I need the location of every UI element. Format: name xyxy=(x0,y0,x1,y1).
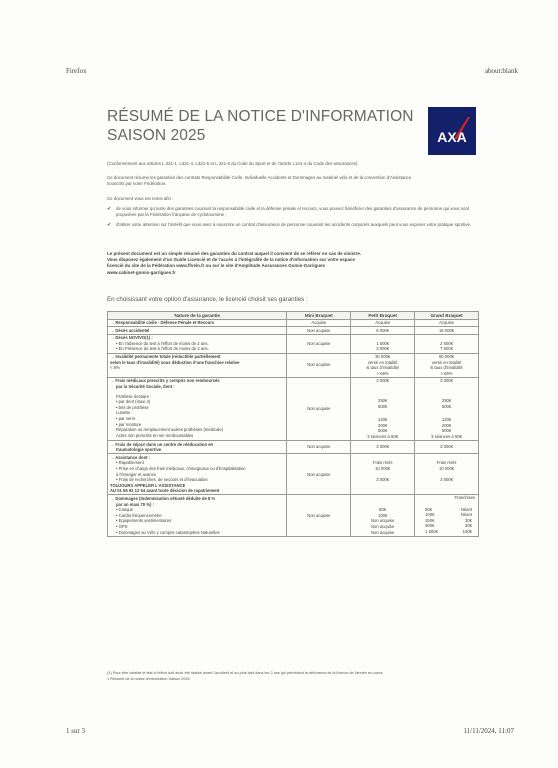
table-row-novivo: → Décès NOVIVO(1) : • En l'absence du test à l'effort de moins de 2 ans. • En Présence du test à l'effort de moins de 2 ans. Non acquise 1 500€ 3 000€ 2 500€ 7 500€ xyxy=(108,334,479,353)
notice-line: licencié du site de la Fédération www.ffvelo.fr ou sur le site d'Amplitude Assurances Gomis-Garrigues xyxy=(107,263,326,269)
footnotes xyxy=(107,671,477,682)
table-row-deces: → Décès accidentel Non acquise 5 000€ 15 000€ xyxy=(108,327,479,335)
table-row-dommages: → Dommages (Indemnisation vétusté déduite de 8 % par an maxi 70 %) : • Casque • Cardio-fréquencemètre • Equipements vestimentaires • GPS • Dommages au Vélo y compris catastrophes Naturelles Non acquise 80€ 100€ Non acquise Non acquise Non acquise Franchises 80€ Néant 100€ Néant 150€ 30€ 300€ 30€ 1 500€ 100€ xyxy=(108,495,479,536)
table-header-row xyxy=(108,312,479,320)
guarantees-table xyxy=(107,311,479,537)
intro-articles: (Conformément aux articles L 321-1, L321-4, L321-5 et L 321-6 du Code du Sport et de l'article L141-4 du Code des assurances) xyxy=(107,161,358,166)
logo-text: AXA xyxy=(437,129,467,145)
title-line-1: RÉSUMÉ DE LA NOTICE D'INFORMATION xyxy=(107,108,414,125)
intro-bullet: ✔ de vous informer qu'outre des garanties couvrant la responsabilité civile et la défense pénale et recours, vous pouvez bénéficier des garanties d'assurance de personne qui vous sont proposées par la Fédération française de cyclotourisme ; xyxy=(107,206,470,217)
table-row-invalidite: → Invalidité permanente totale (réductible partiellement selon le taux d'invalidité) sous déduction d'une franchise relative < 8% Non acquise 30 000€ versé en totalité si taux d'invalidité > 66% 60 000€ versé en totalité si taux d'invalidité > 66% xyxy=(108,353,479,377)
title-line-2: SAISON 2025 xyxy=(107,127,206,144)
browser-name: Firefox xyxy=(66,67,87,75)
intro-bullets xyxy=(107,206,477,228)
notice-line: Le présent document est un simple résumé des garanties du contrat auquel il convient de se référer en cas de sinistre. xyxy=(107,251,362,256)
col-header-petit: Petit Braquet xyxy=(351,312,415,320)
footnote-1: (1) Pour être valable le test à l'effort doit avoir été réalisé avant l'accident et au plus tard dans les 2 ans qui précèdent la délivrance de la licence de l'année en cours. xyxy=(107,671,384,675)
table-row-frais: → Frais médicaux prescrits y compris non remboursés par la Sécurité Sociale, dont : Prothèse dentaire : • par dent (maxi 4) • bris de prothèse Lunette : • par verre • par monture Réparation ou remplacement autres prothèses (médicale) Actes non prescrits et non remboursables Non acquise 3 000€ 250€ 500€ 120€ 200€ 500€ 3 séances à 50€ 3 000€ 250€ 500€ 120€ 200€ 500€ 3 séances à 50€ xyxy=(108,377,479,440)
notice-line: Vous disposez également d'un Guide Licencié et de l'accès à l'intégralité de la notice d'information sur votre espace xyxy=(107,257,356,263)
page-count: 1 sur 3 xyxy=(66,727,86,735)
col-header-mini: Mini Braquet xyxy=(287,312,351,320)
intro-summary: Ce document résume les garanties des contrats Responsabilité Civile, Individuelle Accidents et Dommages au matériel vélo et de la convention d'Assistance souscrits par votre Fédération. xyxy=(107,175,412,186)
page-title xyxy=(107,107,414,145)
table-row-assistance: → Assistance dont : • Rapatriement • Prise en charge des frais médicaux, chirurgicaux ou d'hospitalisation à l'étranger et avance • Frais de recherches, de secours et d'évacuation TOUJOURS APPELER L'ASSISTANCE AU 01 55 92 12 54 avant toute décision de rapatriement Non acquise Frais réels 10 000€ 3 000€ Frais réels 10 000€ 3 000€ xyxy=(108,454,479,495)
table-row-rc: → Responsabilité civile - Défense Pénale et Recours Acquise Acquise Acquise xyxy=(108,319,479,327)
intro-purpose: Ce document vous est remis afin : xyxy=(107,196,174,201)
print-timestamp: 11/11/2024, 11:07 xyxy=(463,727,514,735)
options-intro: En choisissant votre option d'assurance, le licencié choisit ses garanties : xyxy=(107,296,308,303)
axa-logo xyxy=(428,107,476,155)
intro-bullet: ✔ d'attirer votre attention sur l'intérêt que vous avez à souscrire un contrat d'assurance de personne couvrant les accidents corporels auxquels peut vous exposer votre pratique sportive. xyxy=(107,222,472,228)
notice-block xyxy=(107,251,477,276)
footnote-2: 1 Résumé de la notice d'information Saison 2025 xyxy=(107,677,190,681)
notice-line: www.cabinet-gomis-garrigues.fr xyxy=(107,269,176,275)
page-url: about:blank xyxy=(484,67,518,75)
col-header-grand: Grand Braquet xyxy=(415,312,479,320)
col-header-nature: Nature de la garantie xyxy=(108,312,287,320)
table-row-sejour: → Frais de séjour dans un centre de rééducation en traumatologie sportive Non acquise 3 000€ 3 000€ xyxy=(108,441,479,454)
